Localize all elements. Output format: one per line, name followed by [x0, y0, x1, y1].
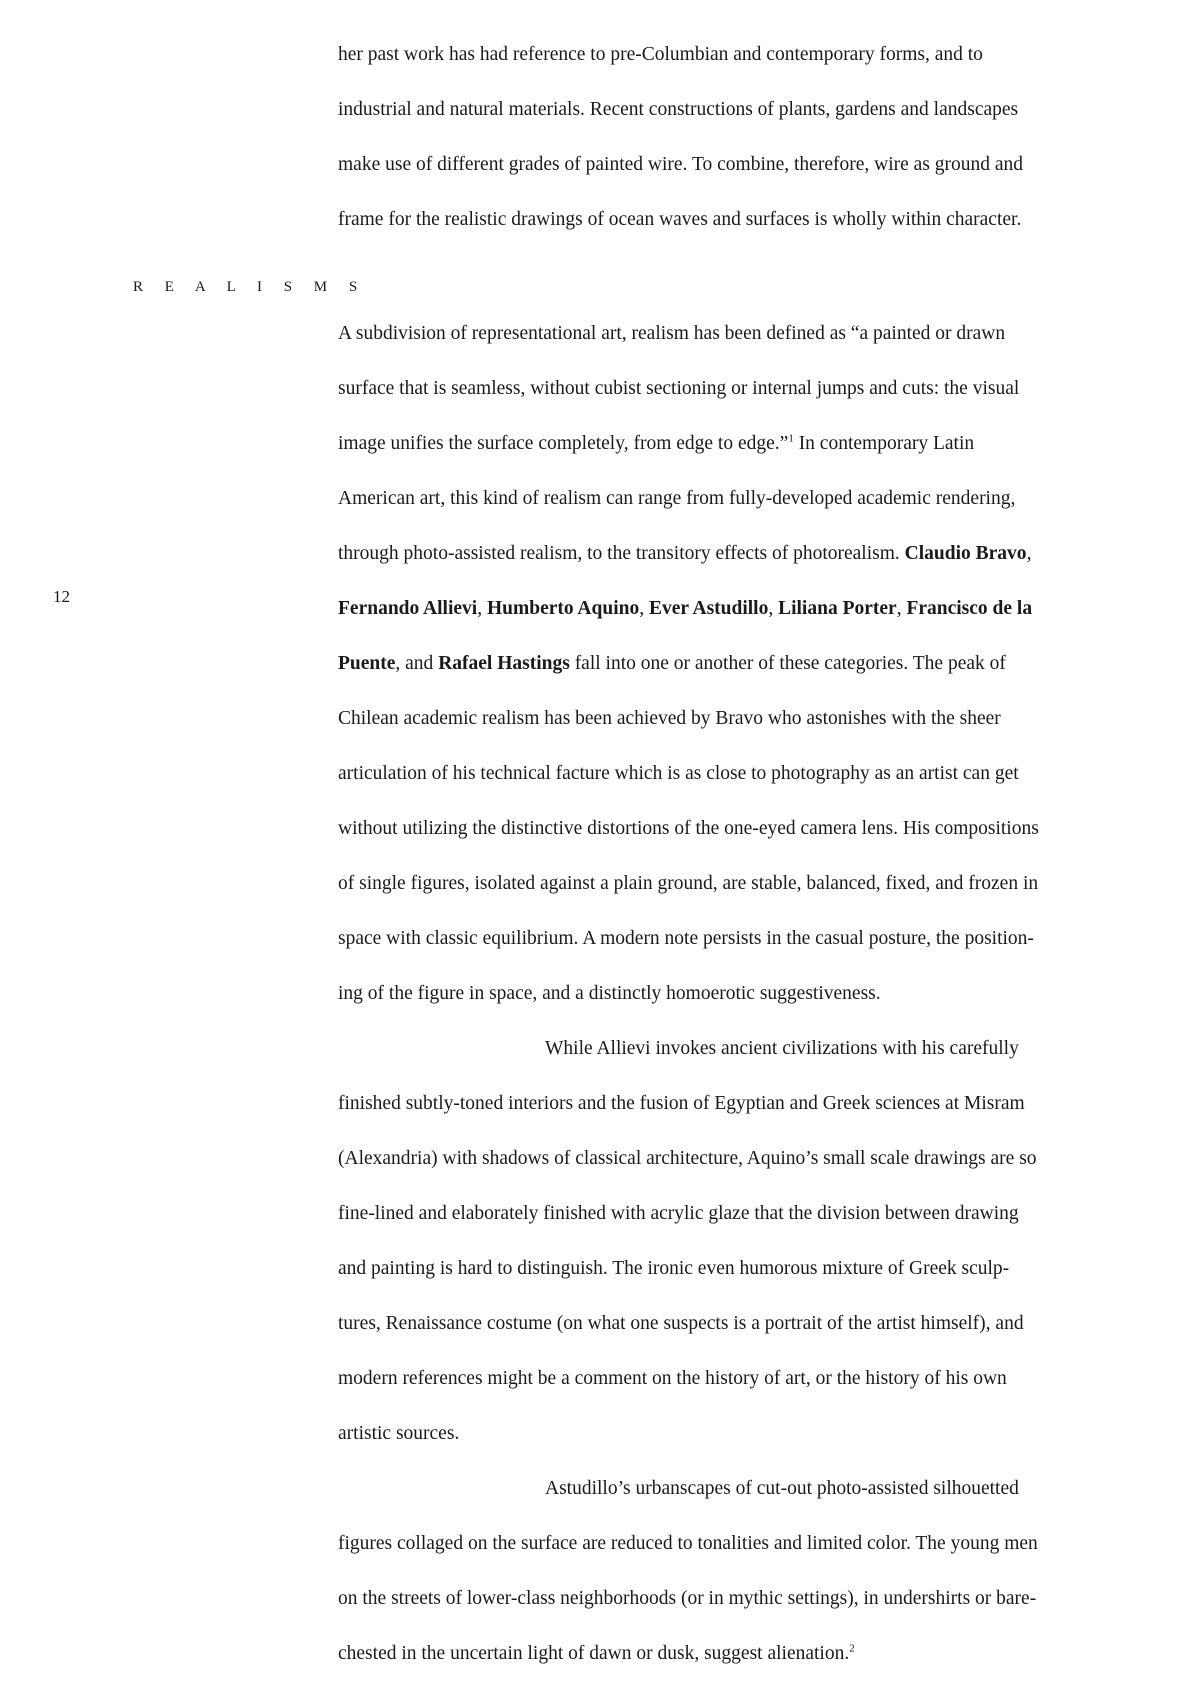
artist-name: Liliana Porter [778, 598, 897, 619]
text-line [338, 487, 1158, 511]
text-segment: surface that is seamless, without cubist sectioning or internal jumps and cuts: the visual [338, 378, 1020, 399]
text-line [338, 1147, 1158, 1171]
text-line [338, 927, 1158, 951]
text-segment: through photo-assisted realism, to the transitory effects of photorealism. [338, 543, 905, 564]
text-segment: finished subtly-toned interiors and the fusion of Egyptian and Greek sciences at Misram [338, 1093, 1025, 1114]
text-segment: ing of the figure in space, and a distinctly homoerotic suggestiveness. [338, 983, 881, 1004]
artist-name: Puente [338, 653, 396, 674]
text-line [338, 208, 1158, 232]
text-segment: on the streets of lower-class neighborhoods (or in mythic settings), in undershirts or bare- [338, 1588, 1037, 1609]
text-segment: , [896, 598, 907, 619]
text-segment: , [1026, 543, 1032, 564]
text-segment: frame for the realistic drawings of ocean waves and surfaces is wholly within character. [338, 209, 1022, 230]
text-segment: space with classic equilibrium. A modern note persists in the casual posture, the position- [338, 928, 1034, 949]
text-line [338, 597, 1158, 621]
text-segment: fine-lined and elaborately finished with acrylic glaze that the division between drawing [338, 1203, 1019, 1224]
text-segment: modern references might be a comment on the history of art, or the history of his own [338, 1368, 1007, 1389]
text-segment: , [477, 598, 487, 619]
text-segment: image unifies the surface completely, from edge to edge.” [338, 433, 789, 454]
artist-name: Claudio Bravo [904, 543, 1027, 564]
artist-name: Humberto Aquino [486, 598, 640, 619]
text-line [338, 1257, 1158, 1281]
text-segment: artistic sources. [338, 1423, 460, 1444]
text-segment: American art, this kind of realism can range from fully-developed academic rendering, [338, 488, 1016, 509]
footnote-ref: 2 [849, 1642, 855, 1655]
text-line [338, 982, 1158, 1006]
text-line [338, 377, 1158, 401]
text-segment: chested in the uncertain light of dawn or dusk, suggest alienation. [338, 1643, 850, 1664]
text-line [338, 432, 1158, 456]
text-line [338, 1092, 1158, 1116]
text-segment: without utilizing the distinctive distortions of the one-eyed camera lens. His compositions [338, 818, 1039, 839]
text-line [338, 872, 1158, 896]
text-line [338, 322, 1158, 346]
text-segment: , [639, 598, 649, 619]
text-segment: (Alexandria) with shadows of classical architecture, Aquino’s small scale drawings are so [338, 1148, 1037, 1169]
text-line [338, 1202, 1158, 1226]
text-line [338, 1532, 1158, 1556]
text-line [338, 542, 1158, 566]
text-line [338, 43, 1158, 67]
text-segment: make use of different grades of painted wire. To combine, therefore, wire as ground and [338, 154, 1024, 175]
text-line [338, 652, 1158, 676]
text-segment: , and [395, 653, 439, 674]
text-segment: her past work has had reference to pre-Columbian and contemporary forms, and to [338, 44, 983, 65]
footnote-ref: 1 [788, 432, 794, 445]
text-line [338, 98, 1158, 122]
text-line [545, 1477, 1200, 1501]
text-line [338, 1422, 1158, 1446]
text-segment: figures collaged on the surface are reduced to tonalities and limited color. The young men [338, 1533, 1038, 1554]
artist-name: Rafael Hastings [438, 653, 570, 674]
artist-name: Francisco de la [906, 598, 1033, 619]
text-line [338, 1642, 1158, 1666]
text-segment: In contemporary Latin [793, 433, 975, 454]
page-number: 12 [53, 587, 70, 606]
text-segment: A subdivision of representational art, realism has been defined as “a painted or drawn [338, 323, 1006, 344]
text-segment: Chilean academic realism has been achieved by Bravo who astonishes with the sheer [338, 708, 1001, 729]
text-segment: of single figures, isolated against a plain ground, are stable, balanced, fixed, and frozen in [338, 873, 1039, 894]
text-segment: Astudillo’s urbanscapes of cut-out photo-assisted silhouetted [545, 1478, 1019, 1499]
text-line [338, 1312, 1158, 1336]
text-segment: and painting is hard to distinguish. The ironic even humorous mixture of Greek sculp- [338, 1258, 1010, 1279]
text-segment: While Allievi invokes ancient civilizations with his carefully [545, 1038, 1019, 1059]
artist-name: Fernando Allievi [338, 598, 478, 619]
text-line [338, 1367, 1158, 1391]
text-line [338, 817, 1158, 841]
text-segment: articulation of his technical facture which is as close to photography as an artist can get [338, 763, 1019, 784]
text-line [545, 1037, 1200, 1061]
text-line [338, 762, 1158, 786]
text-line [338, 1587, 1158, 1611]
text-segment: tures, Renaissance costume (on what one suspects is a portrait of the artist himself), and [338, 1313, 1024, 1334]
section-heading: R E A L I S M S [133, 279, 367, 295]
text-line [338, 153, 1158, 177]
text-segment: fall into one or another of these categories. The peak of [569, 653, 1006, 674]
text-segment: industrial and natural materials. Recent constructions of plants, gardens and landscapes [338, 99, 1019, 120]
artist-name: Ever Astudillo [648, 598, 769, 619]
text-segment: , [768, 598, 779, 619]
text-line [338, 707, 1158, 731]
